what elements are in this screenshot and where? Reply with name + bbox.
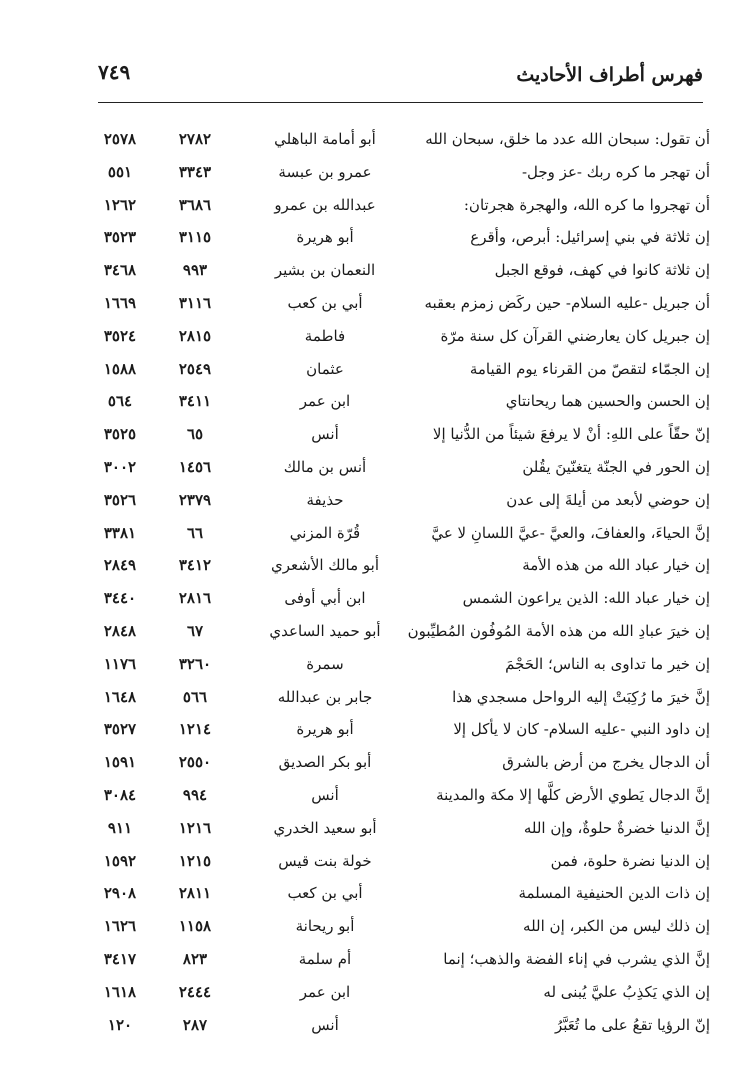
- hadith-number: ٥٦٦: [182, 687, 208, 706]
- hadith-number: ٢٣٧٩: [178, 490, 212, 509]
- hadith-number: ٢٥٥٠: [178, 753, 212, 772]
- narrator-name: أنس: [311, 1015, 339, 1034]
- hadith-number: ٢٨١٥: [178, 326, 212, 345]
- narrator-name: عثمان: [306, 359, 344, 378]
- index-row: [0, 257, 755, 290]
- narrator-name: أبو أمامة الباهلي: [274, 130, 376, 148]
- narrator-name: ابن عمر: [299, 982, 351, 1001]
- index-row: [0, 388, 755, 421]
- hadith-number: ٣٤١٢: [178, 556, 212, 575]
- narrator-name: ابن عمر: [299, 392, 351, 411]
- hadith-number: ٩٩٤: [182, 785, 208, 804]
- index-row: [0, 224, 755, 257]
- hadith-text: إن جبريل كان يعارضني القرآن كل سنة مرّة: [440, 326, 710, 345]
- hadith-number: ٢٧٨٢: [178, 130, 212, 148]
- hadith-number: ٢٨٧: [182, 1015, 208, 1034]
- narrator-name: عمرو بن عبسة: [278, 162, 372, 181]
- hadith-number: ٢٤٤٤: [178, 982, 212, 1001]
- index-row: [0, 946, 755, 979]
- reference-number: ٣٠٨٤: [103, 785, 137, 804]
- hadith-number: ٦٧: [186, 621, 204, 640]
- hadith-number: ٣٦٨٦: [178, 195, 212, 214]
- hadith-text: إن ذلك ليس من الكبر، إن الله: [523, 917, 710, 936]
- narrator-name: أم سلمة: [298, 949, 352, 968]
- hadith-number: ١٢١٤: [178, 720, 212, 739]
- narrator-name: حذيفة: [306, 490, 344, 509]
- narrator-name: أبو ريحانة: [295, 917, 355, 936]
- hadith-number: ٣٣٤٣: [178, 162, 212, 181]
- narrator-name: قُرّة المزني: [289, 523, 361, 542]
- hadith-number: ٢٨١١: [178, 884, 212, 903]
- hadith-number: ٨٢٣: [182, 949, 208, 968]
- hadith-number: ٣١١٦: [178, 293, 212, 312]
- index-row: [0, 520, 755, 553]
- index-row: [0, 749, 755, 782]
- hadith-text: أن تقول: سبحان الله عدد ما خلق، سبحان الله: [425, 130, 710, 148]
- index-row: [0, 192, 755, 225]
- hadith-text: أن جبريل -عليه السلام- حين ركَض زمزم بعقبه: [424, 293, 710, 312]
- page-header: [98, 58, 703, 103]
- index-row: [0, 552, 755, 585]
- reference-number: ١٥٨٨: [103, 359, 137, 378]
- reference-number: ١٦٢٦: [103, 917, 137, 936]
- narrator-name: جابر بن عبدالله: [277, 687, 373, 706]
- reference-number: ٢٥٧٨: [103, 130, 137, 148]
- hadith-number: ٣٢٦٠: [178, 654, 212, 673]
- index-row: [0, 651, 755, 684]
- hadith-number: ١٤٥٦: [178, 457, 212, 476]
- narrator-name: أنس: [311, 785, 339, 804]
- narrator-name: أنس بن مالك: [283, 457, 367, 476]
- hadith-text: إن الذي يَكذِبُ عليَّ يُبنى له: [543, 982, 710, 1001]
- hadith-text: إن ثلاثة كانوا في كهف، فوقع الجبل: [494, 261, 710, 280]
- hadith-text: إن خيار عباد الله: الذين يراعون الشمس: [462, 589, 710, 608]
- narrator-name: أبو حميد الساعدي: [269, 621, 381, 640]
- reference-number: ٣٥٢٥: [103, 425, 137, 444]
- hadith-text: إنَّ الذي يشرب في إناء الفضة والذهب؛ إنما: [443, 949, 710, 968]
- reference-number: ٣٣٨١: [103, 523, 137, 542]
- hadith-text: إن حوضي لأبعد من أيلةَ إلى عدن: [506, 490, 710, 509]
- hadith-text: إن ذات الدين الحنيفية المسلمة: [518, 884, 710, 903]
- index-row: [0, 913, 755, 946]
- hadith-text: إنَّ خيرَ ما رُكِبَتْ إليه الرواحل مسجدي هذا: [452, 687, 710, 706]
- hadith-text: إنَّ الحياءَ، والعفافَ، والعيَّ -عيَّ اللسانِ لا عيَّ: [431, 523, 710, 542]
- hadith-number: ٢٥٤٩: [178, 359, 212, 378]
- reference-number: ٣٥٢٣: [103, 228, 137, 247]
- narrator-name: ابن أبي أوفى: [284, 589, 366, 608]
- hadith-number: ١٢١٥: [178, 851, 212, 870]
- reference-number: ١١٧٦: [103, 654, 137, 673]
- reference-number: ٢٨٤٨: [103, 621, 137, 640]
- reference-number: ٣٥٢٧: [103, 720, 137, 739]
- reference-number: ٣٠٠٢: [103, 457, 137, 476]
- hadith-text: إن الحور في الجنّة يتغنّينَ يقُلن: [522, 457, 710, 476]
- hadith-number: ٣٤١١: [178, 392, 212, 411]
- index-row: [0, 848, 755, 881]
- index-row: [0, 454, 755, 487]
- reference-number: ٣٥٢٤: [103, 326, 137, 345]
- narrator-name: أبو بكر الصديق: [278, 753, 372, 772]
- hadith-number: ١١٥٨: [178, 917, 212, 936]
- narrator-name: خولة بنت قيس: [278, 851, 372, 870]
- hadith-text: إنّ الرؤيا تقعُ على ما تُعَبَّرُ: [554, 1015, 710, 1034]
- reference-number: ١٦٤٨: [103, 687, 137, 706]
- narrator-name: أبو هريرة: [296, 720, 354, 739]
- index-row: [0, 585, 755, 618]
- reference-number: ١٢٦٢: [103, 195, 137, 214]
- narrator-name: أبي بن كعب: [287, 293, 363, 312]
- reference-number: ١٦١٨: [103, 982, 137, 1001]
- index-row: [0, 716, 755, 749]
- reference-number: ١٥٩١: [103, 753, 137, 772]
- page-title: فهرس أطراف الأحاديث: [516, 64, 703, 86]
- index-row: [0, 159, 755, 192]
- index-row: [0, 979, 755, 1012]
- index-row: [0, 290, 755, 323]
- narrator-name: عبدالله بن عمرو: [274, 195, 376, 214]
- reference-number: ٣٤٤٠: [103, 589, 137, 608]
- narrator-name: أبو هريرة: [296, 228, 354, 247]
- hadith-number: ٢٨١٦: [178, 589, 212, 608]
- hadith-text: إن داود النبي -عليه السلام- كان لا يأكل إلا: [453, 720, 710, 739]
- reference-number: ٥٦٤: [107, 392, 133, 411]
- index-row: [0, 618, 755, 651]
- reference-number: ١٥٩٢: [103, 851, 137, 870]
- narrator-name: أبو مالك الأشعري: [271, 556, 379, 575]
- hadith-text: أن تهجر ما كره ربك -عز وجل-: [521, 162, 710, 181]
- hadith-text: أن الدجال يخرج من أرض بالشرق: [502, 753, 710, 772]
- reference-number: ٣٤١٧: [103, 949, 137, 968]
- hadith-number: ٦٥: [186, 425, 204, 444]
- narrator-name: أبو سعيد الخدري: [273, 818, 377, 837]
- index-row: [0, 684, 755, 717]
- hadith-number: ٣١١٥: [178, 228, 212, 247]
- narrator-name: النعمان بن بشير: [274, 261, 376, 280]
- page-number: ٧٤٩: [98, 60, 131, 84]
- hadith-text: إن الدنيا نضرة حلوة، فمن: [550, 851, 710, 870]
- narrator-name: فاطمة: [304, 326, 346, 345]
- reference-number: ٥٥١: [107, 162, 133, 181]
- hadith-text: إن خير ما تداوى به الناس؛ الحَجْمَ: [505, 654, 710, 673]
- narrator-name: سمرة: [306, 654, 344, 673]
- hadith-text: إنَّ الدجال يَطوي الأرض كلَّها إلا مكة والمدينة: [436, 785, 710, 804]
- reference-number: ٢٩٠٨: [103, 884, 137, 903]
- hadith-index-list: [0, 126, 755, 1044]
- index-row: [0, 880, 755, 913]
- hadith-number: ٦٦: [186, 523, 204, 542]
- narrator-name: أنس: [311, 425, 339, 444]
- reference-number: ٣٤٦٨: [103, 261, 137, 280]
- index-row: [0, 782, 755, 815]
- index-row: [0, 421, 755, 454]
- index-row: [0, 356, 755, 389]
- reference-number: ٢٨٤٩: [103, 556, 137, 575]
- index-row: [0, 815, 755, 848]
- hadith-number: ١٢١٦: [178, 818, 212, 837]
- hadith-text: أن تهجروا ما كره الله، والهجرة هجرتان:: [463, 195, 710, 214]
- reference-number: ٩١١: [107, 818, 133, 837]
- hadith-text: إن ثلاثة في بني إسرائيل: أبرص، وأقرع: [470, 228, 710, 247]
- hadith-text: إنّ حقّاً على اللهِ: أنْ لا يرفعَ شيئاً من الدُّنيا إلا: [432, 425, 710, 444]
- hadith-number: ٩٩٣: [182, 261, 208, 280]
- hadith-text: إنَّ الدنيا خضرةٌ حلوةٌ، وإن الله: [523, 818, 710, 837]
- reference-number: ٣٥٢٦: [103, 490, 137, 509]
- hadith-text: إن خيرَ عبادِ الله من هذه الأمة المُوفُون المُطيِّبون: [407, 621, 710, 640]
- index-row: [0, 1012, 755, 1045]
- hadith-text: إن الجمّاء لتقصّ من القرناء يوم القيامة: [469, 359, 710, 378]
- index-row: [0, 323, 755, 356]
- reference-number: ١٢٠: [107, 1015, 133, 1034]
- index-row: [0, 126, 755, 159]
- reference-number: ١٦٦٩: [103, 293, 137, 312]
- hadith-text: إن خيار عباد الله من هذه الأمة: [522, 556, 710, 575]
- narrator-name: أبي بن كعب: [287, 884, 363, 903]
- index-row: [0, 487, 755, 520]
- hadith-text: إن الحسن والحسين هما ريحانتاي: [505, 392, 710, 411]
